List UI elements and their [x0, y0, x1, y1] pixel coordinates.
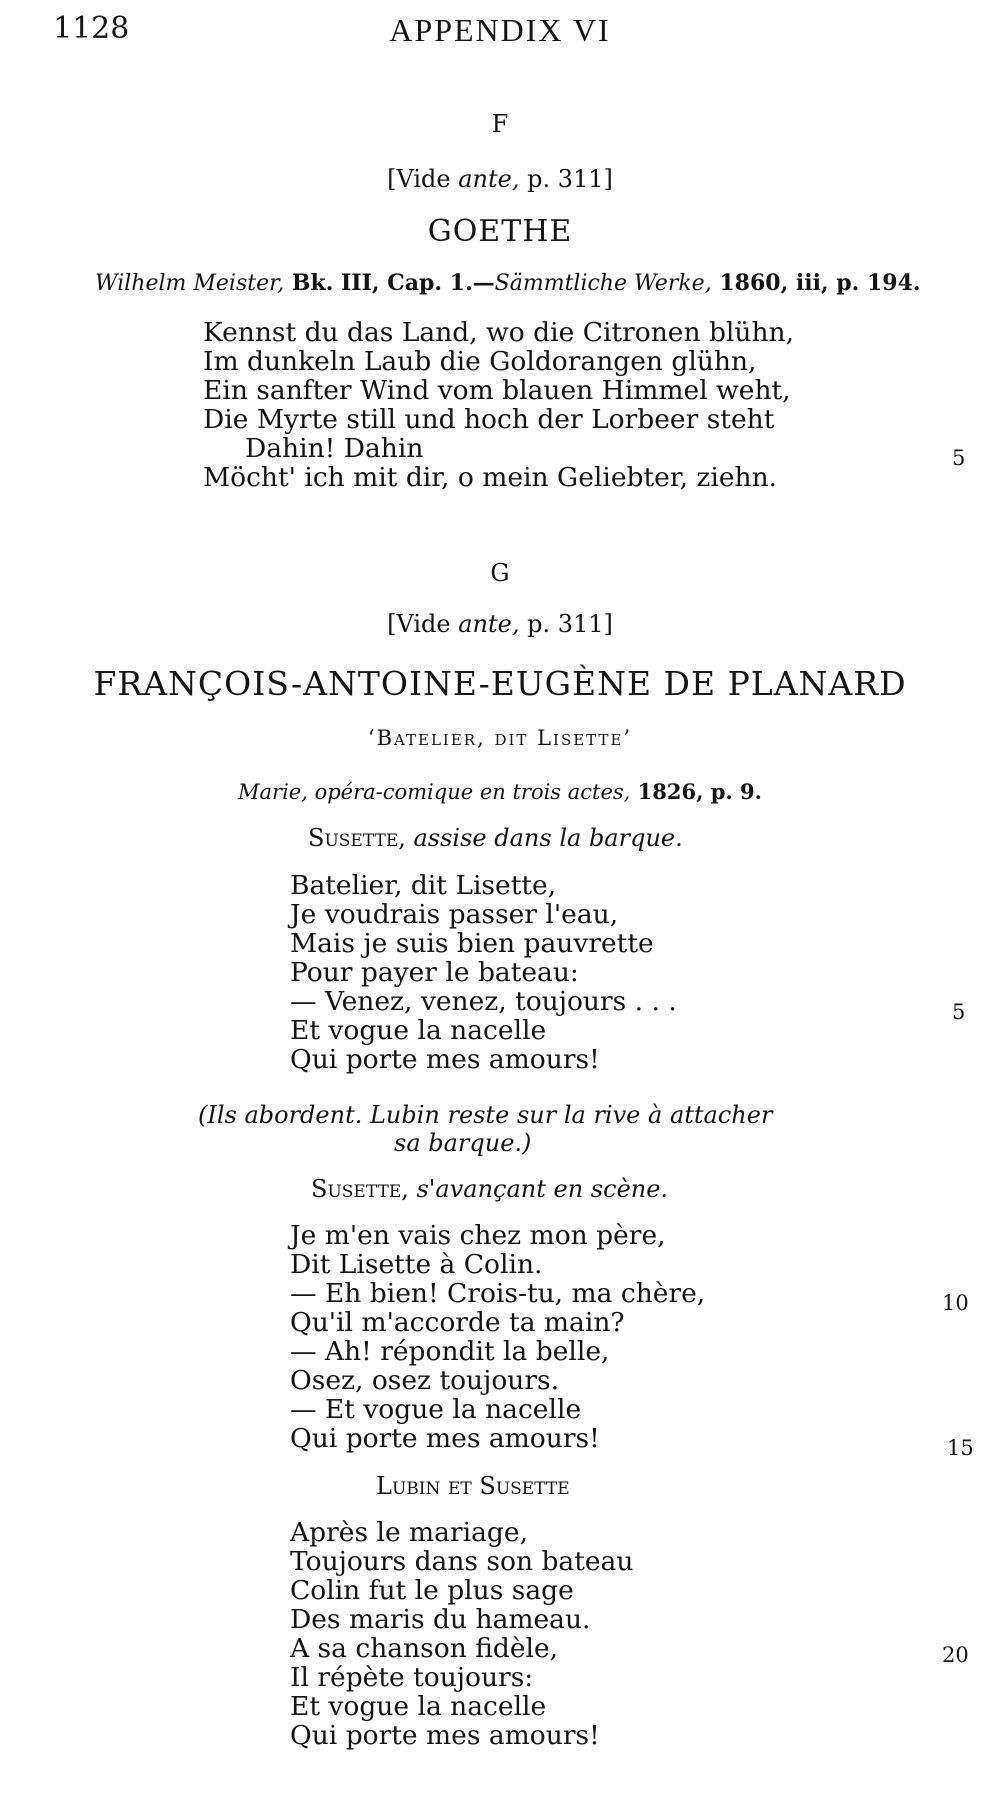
- poem-line: Im dunkeln Laub die Goldorangen glühn,: [203, 346, 757, 377]
- section-letter-g: G: [490, 559, 510, 587]
- verse-line: Colin fut le plus sage: [290, 1575, 574, 1606]
- verse-line: — Venez, venez, toujours . . .: [290, 986, 677, 1017]
- author-planard: FRANÇOIS-ANTOINE-EUGÈNE DE PLANARD: [93, 664, 907, 703]
- vide-reference-g: [Vide ante, p. 311]: [387, 610, 613, 638]
- verse-line: Pour payer le bateau:: [290, 957, 579, 988]
- verse-2: [290, 1221, 705, 1453]
- poem-line: Möcht' ich mit dir, o mein Geliebter, ziehn.: [203, 462, 778, 493]
- verse-line: — Eh bien! Crois-tu, ma chère,: [290, 1278, 706, 1309]
- song-title: ‘Batelier, dit Lisette’: [367, 726, 633, 750]
- verse-line: Batelier, dit Lisette,: [290, 870, 557, 901]
- verse-line: Dit Lisette à Colin.: [290, 1249, 543, 1280]
- poem-line: Ein sanfter Wind vom blauen Himmel weht,: [203, 375, 791, 406]
- line-number: 5: [952, 1000, 966, 1024]
- verse-line: Après le mariage,: [290, 1517, 528, 1548]
- verse-line: Et vogue la nacelle: [290, 1691, 547, 1722]
- poem-line: Kennst du das Land, wo die Citronen blühn,: [203, 317, 795, 348]
- section-letter-f: F: [491, 110, 509, 138]
- verse-line: Et vogue la nacelle: [290, 1015, 547, 1046]
- line-number: 5: [952, 446, 966, 470]
- verse-line: A sa chanson fidèle,: [290, 1633, 559, 1664]
- verse-line: Qu'il m'accorde ta main?: [290, 1307, 625, 1338]
- poem-line: Die Myrte still und hoch der Lorbeer steht: [203, 404, 775, 435]
- verse-line: Des maris du hameau.: [290, 1604, 591, 1635]
- verse-line: Il répète toujours:: [290, 1662, 534, 1693]
- verse-line: Mais je suis bien pauvrette: [290, 928, 654, 959]
- author-goethe: GOETHE: [427, 214, 573, 249]
- citation-goethe: Wilhelm Meister, Bk. III, Cap. 1.—Sämmtliche Werke, 1860, iii, p. 194.: [95, 270, 921, 296]
- vide-reference-f: [Vide ante, p. 311]: [387, 165, 613, 193]
- line-number: 20: [942, 1643, 969, 1667]
- verse-line: Toujours dans son bateau: [290, 1546, 634, 1577]
- running-head: APPENDIX VI: [389, 12, 611, 48]
- stage-direction: Susette, s'avançant en scène.: [311, 1175, 669, 1203]
- verse-line: Je voudrais passer l'eau,: [290, 899, 619, 930]
- page-number: 1128: [53, 11, 130, 46]
- stage-direction: Susette, assise dans la barque.: [308, 824, 683, 852]
- verse-line: — Et vogue la nacelle: [290, 1394, 582, 1425]
- stage-direction: Lubin et Susette: [376, 1472, 570, 1500]
- line-number: 10: [942, 1291, 969, 1315]
- verse-line: Qui porte mes amours!: [290, 1423, 600, 1454]
- stage-direction: (Ils abordent. Lubin reste sur la rive à attacher: [198, 1101, 773, 1129]
- poem-goethe: [203, 318, 794, 492]
- verse-line: Qui porte mes amours!: [290, 1720, 600, 1751]
- verse-1: [290, 871, 677, 1074]
- stage-direction: sa barque.): [394, 1129, 532, 1157]
- verse-line: Je m'en vais chez mon père,: [290, 1220, 666, 1251]
- line-number: 15: [947, 1436, 974, 1460]
- poem-line: Dahin! Dahin: [245, 433, 424, 464]
- verse-3: [290, 1518, 633, 1750]
- verse-line: Osez, osez toujours.: [290, 1365, 560, 1396]
- verse-line: — Ah! répondit la belle,: [290, 1336, 610, 1367]
- source-citation: Marie, opéra-comique en trois actes, 1826, p. 9.: [238, 779, 762, 804]
- verse-line: Qui porte mes amours!: [290, 1044, 600, 1075]
